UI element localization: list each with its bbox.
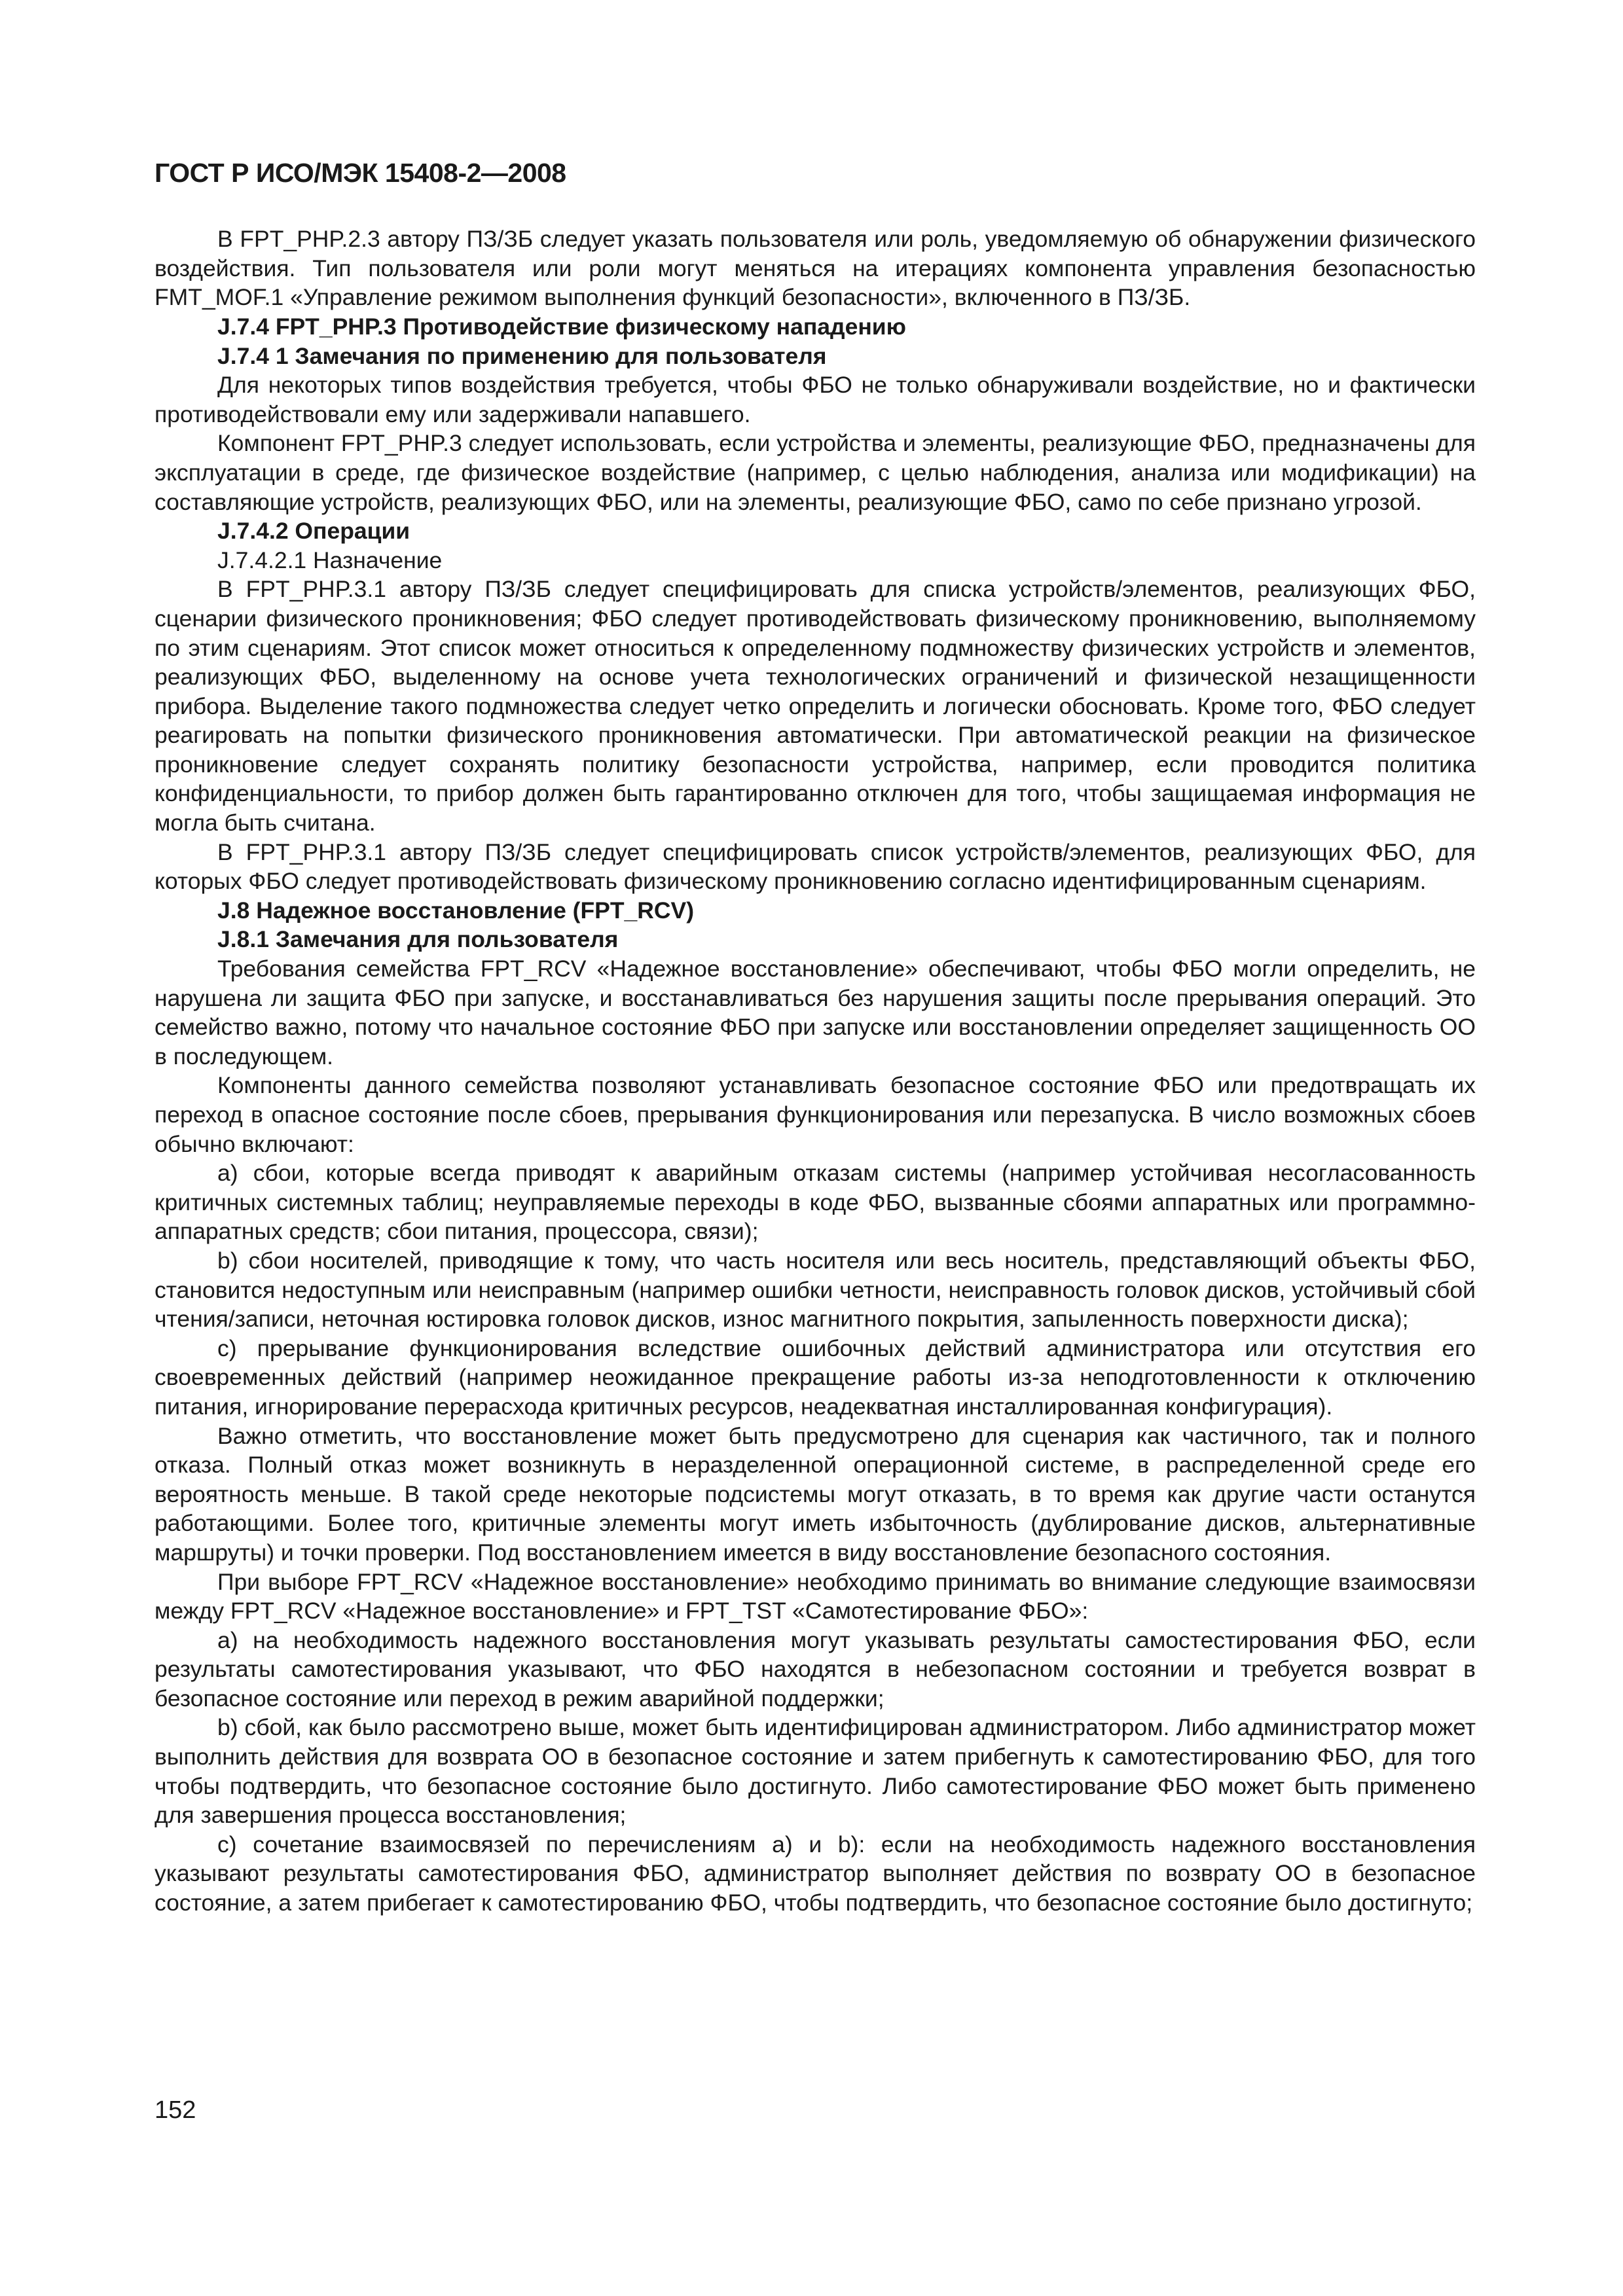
paragraph: В FPT_PHP.3.1 автору ПЗ/ЗБ следует специфицировать список устройств/элементов, реализующих ФБО, для которых ФБО следует противодействовать физическому проникновению согласно идентифицированным сценариям.	[155, 838, 1476, 895]
document-header: ГОСТ Р ИСО/МЭК 15408-2—2008	[155, 158, 566, 188]
paragraph: b) сбой, как было рассмотрено выше, может быть идентифицирован администратором. Либо администратор может выполнить действия для возврата ОО в безопасное состояние и затем прибегнуть к самотестированию ФБО, для того чтобы подтвердить, что безопасное состояние было достигнуто. Либо самотестирование ФБО может быть применено для завершения процесса восстановления;	[155, 1714, 1476, 1829]
paragraph: b) сбои носителей, приводящие к тому, что часть носителя или весь носитель, представляющий объекты ФБО, становится недоступным или неисправным (например ошибки четности, неисправность головок дисков, устойчивый сбой чтения/записи, неточная юстировка головок дисков, износ магнитного покрытия, запыленность поверхности диска);	[155, 1247, 1476, 1333]
document-body	[155, 224, 1476, 1917]
paragraph: Компонент FPT_PHP.3 следует использовать, если устройства и элементы, реализующие ФБО, предназначены для эксплуатации в среде, где физическое воздействие (например, с целью наблюдения, анализа или модификации) на составляющие устройств, реализующих ФБО, или на элементы, реализующие ФБО, само по себе признано угрозой.	[155, 430, 1476, 515]
section-heading: J.7.4.2 Операции	[217, 518, 410, 545]
paragraph: Для некоторых типов воздействия требуется, чтобы ФБО не только обнаруживали воздействие, но и фактически противодействовали ему или задерживали напавшего.	[155, 372, 1476, 427]
paragraph: a) сбои, которые всегда приводят к аварийным отказам системы (например устойчивая несогласованность критичных системных таблиц; неуправляемые переходы в коде ФБО, вызванные сбоями аппаратных или программно-аппаратных средств; сбои питания, процессора, связи);	[155, 1160, 1476, 1245]
paragraph: Важно отметить, что восстановление может быть предусмотрено для сценария как частичного, так и полного отказа. Полный отказ может возникнуть в неразделенной операционной системе, в распределенной среде его вероятность меньше. В такой среде некоторые подсистемы могут отказать, в то время как другие части останутся работающими. Более того, критичные элементы могут иметь избыточность (дублирование дисков, альтернативные маршруты) и точки проверки. Под восстановлением имеется в виду восстановление безопасного состояния.	[155, 1422, 1476, 1566]
paragraph: В FPT_PHP.3.1 автору ПЗ/ЗБ следует специфицировать для списка устройств/элементов, реализующих ФБО, сценарии физического проникновения; ФБО следует противодействовать физическому проникновению, выполняемому по этим сценариям. Этот список может относиться к определенному подмножеству физических устройств и элементов, реализующих ФБО, выделенному на основе учета технологических ограничений и физической незащищенности прибора. Выделение такого подмножества следует четко определить и логически обосновать. Кроме того, ФБО следует реагировать на попытки физического проникновения автоматически. При автоматической реакции на физическое проникновение следует сохранять политику безопасности устройства, например, если проводится политика конфиденциальности, то прибор должен быть гарантированно отключен для того, чтобы защищаемая информация не могла быть считана.	[155, 576, 1476, 836]
paragraph: При выборе FPT_RCV «Надежное восстановление» необходимо принимать во внимание следующие взаимосвязи между FPT_RCV «Надежное восстановление» и FPT_TST «Самотестирование ФБО»:	[155, 1568, 1476, 1624]
paragraph: В FPT_PHP.2.3 автору ПЗ/ЗБ следует указать пользователя или роль, уведомляемую об обнаружении физического воздействия. Тип пользователя или роли могут меняться на итерациях компонента управления безопасностью FMT_MOF.1 «Управление режимом выполнения функций безопасности», включенного в ПЗ/ЗБ.	[155, 226, 1476, 311]
page-number: 152	[155, 2096, 196, 2124]
section-heading: J.8.1 Замечания для пользователя	[217, 926, 619, 953]
paragraph: c) прерывание функционирования вследствие ошибочных действий администратора или отсутствия его своевременных действий (например неожиданное прекращение работы из-за неподготовленности к отключению питания, игнорирование перерасхода критичных ресурсов, неадекватная инсталлированная конфигурация).	[155, 1335, 1476, 1420]
paragraph: a) на необходимость надежного восстановления могут указывать результаты самостестирования ФБО, если результаты самотестирования указывают, что ФБО находятся в небезопасном состоянии и требуется возврат в безопасное состояние или переход в режим аварийной поддержки;	[155, 1626, 1476, 1712]
section-heading: J.7.4 1 Замечания по применению для пользователя	[217, 342, 827, 369]
section-heading: J.8 Надежное восстановление (FPT_RCV)	[217, 897, 695, 924]
document-page	[155, 157, 1476, 1918]
section-heading: J.7.4 FPT_PHP.3 Противодействие физическому нападению	[217, 313, 906, 340]
paragraph: Компоненты данного семейства позволяют устанавливать безопасное состояние ФБО или предотвращать их переход в опасное состояние после сбоев, прерывания функционирования или перезапуска. В число возможных сбоев обычно включают:	[155, 1072, 1476, 1157]
paragraph: Требования семейства FPT_RCV «Надежное восстановление» обеспечивают, чтобы ФБО могли определить, не нарушена ли защита ФБО при запуске, и восстанавливаться без нарушения защиты после прерывания операций. Это семейство важно, потому что начальное состояние ФБО при запуске или восстановлении определяет защищенность ОО в последующем.	[155, 956, 1476, 1069]
paragraph: J.7.4.2.1 Назначение	[217, 547, 443, 573]
paragraph: c) сочетание взаимосвязей по перечислениям a) и b): если на необходимость надежного восстановления указывают результаты самотестирования ФБО, администратор выполняет действия по возврату ОО в безопасное состояние, а затем прибегает к самотестированию ФБО, чтобы подтвердить, что безопасное состояние было достигнуто;	[155, 1831, 1476, 1916]
